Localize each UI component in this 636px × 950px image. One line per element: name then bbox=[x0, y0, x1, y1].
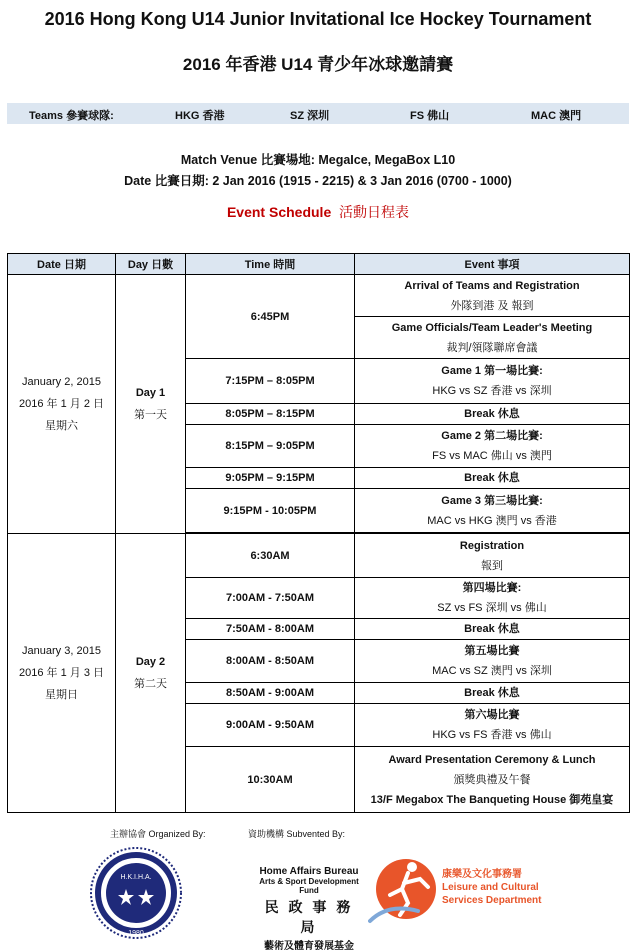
hab-line2: Arts & Sport Development Fund bbox=[259, 877, 359, 895]
event-line: 第六場比賽 bbox=[464, 709, 520, 721]
teams-bar bbox=[7, 103, 629, 124]
time-cell: 7:00AM - 7:50AM bbox=[186, 578, 355, 619]
time-cell: 9:15PM - 10:05PM bbox=[186, 489, 355, 533]
event-line: MAC vs HKG 澳門 vs 香港 bbox=[427, 514, 557, 527]
time-cell: 7:50AM - 8:00AM bbox=[186, 619, 355, 640]
date-line: 2016 年 1 月 2 日 bbox=[19, 398, 104, 410]
hkiha-logo-text: H.K.I.H.A. bbox=[120, 874, 152, 881]
day-cell-day1 bbox=[116, 275, 186, 534]
event-line: Break 休息 bbox=[464, 408, 520, 420]
event-cell bbox=[355, 619, 630, 640]
event-line: Break 休息 bbox=[464, 472, 520, 484]
event-line: Registration bbox=[459, 539, 525, 552]
event-cell bbox=[355, 704, 630, 747]
event-line: 13/F Megabox The Banqueting House 御苑皇宴 bbox=[370, 793, 614, 806]
schedule-title-en: Event Schedule bbox=[226, 204, 332, 220]
event-cell bbox=[355, 640, 630, 683]
page-title-chinese: 2016 年香港 U14 青少年冰球邀請賽 bbox=[182, 55, 454, 74]
event-line: Game 2 第二場比賽: bbox=[441, 430, 543, 442]
event-cell bbox=[355, 578, 630, 619]
teams-label: Teams 參賽球隊: bbox=[29, 110, 114, 122]
time-cell: 8:15PM – 9:05PM bbox=[186, 425, 355, 468]
event-line: HKG vs SZ 香港 vs 深圳 bbox=[432, 385, 552, 397]
match-dates: Date 比賽日期: 2 Jan 2016 (1915 - 2215) & 3 Jan 2016 (0700 - 1000) bbox=[124, 174, 512, 188]
date-cell-day1 bbox=[8, 275, 116, 534]
event-line: Game 3 第三場比賽: bbox=[441, 494, 543, 507]
time-cell: 8:50AM - 9:00AM bbox=[186, 683, 355, 704]
match-venue: Match Venue 比賽場地: MegaIce, MegaBox L10 bbox=[180, 153, 456, 167]
hab-line3: 民 政 事 務 局 bbox=[264, 899, 354, 935]
event-cell bbox=[355, 489, 630, 533]
header-day: Day 日數 bbox=[116, 254, 186, 275]
event-line: 第四場比賽: bbox=[462, 582, 522, 594]
event-line: 裁判/領隊聯席會議 bbox=[446, 341, 538, 354]
lcsd-en1: Leisure and Cultural bbox=[442, 882, 539, 893]
lcsd-text bbox=[442, 868, 542, 907]
schedule-title bbox=[0, 202, 636, 222]
organized-by-label: 主辦協會 Organized By: bbox=[110, 829, 206, 839]
event-line: Break 休息 bbox=[464, 687, 520, 699]
team-mac: MAC 澳門 bbox=[531, 110, 582, 122]
time-cell: 8:00AM - 8:50AM bbox=[186, 640, 355, 683]
day-label-zh: 第二天 bbox=[134, 678, 167, 690]
team-sz: SZ 深圳 bbox=[290, 110, 330, 122]
day-label-zh: 第一天 bbox=[134, 409, 167, 421]
event-cell bbox=[355, 275, 630, 317]
event-cell bbox=[355, 468, 630, 489]
header-time: Time 時間 bbox=[186, 254, 355, 275]
date-line: 2016 年 1 月 3 日 bbox=[19, 667, 104, 679]
home-affairs-bureau-block bbox=[254, 866, 364, 950]
time-cell: 9:05PM – 9:15PM bbox=[186, 468, 355, 489]
date-cell-day2 bbox=[8, 534, 116, 813]
time-cell: 10:30AM bbox=[186, 747, 355, 813]
lcsd-en2: Services Department bbox=[442, 895, 542, 906]
day-label: Day 2 bbox=[135, 656, 166, 668]
event-line: Game Officials/Team Leader's Meeting bbox=[391, 321, 593, 334]
time-cell: 8:05PM – 8:15PM bbox=[186, 404, 355, 425]
header-event: Event 事項 bbox=[355, 254, 630, 275]
lcsd-logo-icon bbox=[368, 853, 440, 925]
event-cell bbox=[355, 534, 630, 578]
page-title: 2016 Hong Kong U14 Junior Invitational Ice Hockey Tournament bbox=[44, 9, 592, 29]
event-line: Game 1 第一場比賽: bbox=[441, 365, 543, 377]
event-line: HKG vs FS 香港 vs 佛山 bbox=[432, 729, 552, 741]
schedule-table bbox=[7, 253, 630, 813]
subvented-by-label: 資助機構 Subvented By: bbox=[248, 829, 346, 839]
event-cell bbox=[355, 404, 630, 425]
event-line: SZ vs FS 深圳 vs 佛山 bbox=[437, 602, 547, 614]
event-cell bbox=[355, 425, 630, 468]
hkiha-year: 1980 bbox=[128, 930, 144, 937]
event-line: 頒獎典禮及午餐 bbox=[453, 773, 531, 786]
team-fs: FS 佛山 bbox=[410, 110, 450, 122]
event-cell bbox=[355, 683, 630, 704]
table-header-row bbox=[8, 254, 630, 275]
lcsd-zh: 康樂及文化事務署 bbox=[442, 869, 522, 880]
date-line: January 3, 2015 bbox=[22, 645, 101, 657]
hkiha-logo bbox=[88, 845, 184, 941]
time-cell: 6:30AM bbox=[186, 534, 355, 578]
day-cell-day2 bbox=[116, 534, 186, 813]
hab-line4: 藝術及體育發展基金 bbox=[264, 941, 354, 950]
event-line: 外隊到港 及 報到 bbox=[450, 299, 534, 312]
header-date: Date 日期 bbox=[8, 254, 116, 275]
table-row bbox=[8, 275, 630, 317]
day-label: Day 1 bbox=[135, 387, 166, 399]
event-line: 第五場比賽 bbox=[464, 645, 520, 657]
event-line: Arrival of Teams and Registration bbox=[404, 279, 580, 292]
schedule-title-zh: 活動日程表 bbox=[339, 204, 410, 220]
time-cell: 9:00AM - 9:50AM bbox=[186, 704, 355, 747]
event-line: 報到 bbox=[481, 559, 503, 572]
time-cell: 7:15PM – 8:05PM bbox=[186, 359, 355, 404]
event-line: Break 休息 bbox=[464, 623, 520, 635]
event-cell bbox=[355, 317, 630, 359]
time-cell: 6:45PM bbox=[186, 275, 355, 359]
event-line: FS vs MAC 佛山 vs 澳門 bbox=[432, 450, 552, 462]
table-row bbox=[8, 534, 630, 578]
event-cell bbox=[355, 359, 630, 404]
team-hkg: HKG 香港 bbox=[175, 110, 225, 122]
event-line: MAC vs SZ 澳門 vs 深圳 bbox=[432, 665, 552, 677]
date-line: 星期日 bbox=[45, 689, 78, 701]
event-cell bbox=[355, 747, 630, 813]
hab-line1: Home Affairs Bureau bbox=[259, 866, 359, 877]
date-line: January 2, 2015 bbox=[22, 376, 101, 388]
date-line: 星期六 bbox=[45, 420, 78, 432]
event-line: Award Presentation Ceremony & Lunch bbox=[388, 753, 596, 766]
